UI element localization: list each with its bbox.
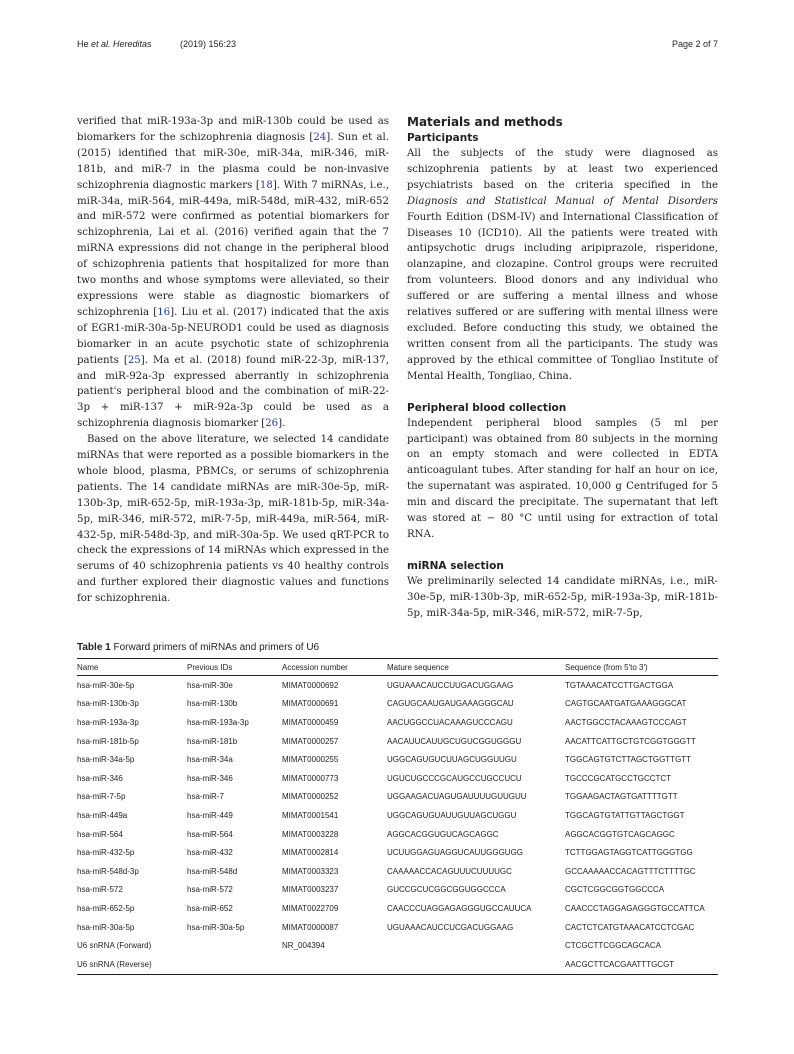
table-cell: MIMAT0000255 — [282, 755, 339, 765]
table-cell: AACUGGCCUACAAAGUCCCAGU — [387, 717, 513, 727]
table-cell: MIMAT0001541 — [282, 810, 339, 820]
table-cell — [187, 936, 282, 955]
table-cell: TCTTGGAGTAGGTCATTGGGTGG — [565, 848, 693, 858]
table-cell: TGGCAGTGTCTTAGCTGGTTGTT — [565, 755, 692, 765]
column-header: Name — [77, 662, 99, 672]
table-cell: hsa-miR-346 — [77, 773, 123, 783]
table-cell: hsa-miR-30e-5p — [77, 680, 135, 690]
table-cell: GUCCGCUCGGCGGUGGCCCA — [387, 885, 506, 895]
table-cell: AACGCTTCACGAATTTGCGT — [565, 959, 675, 969]
table-cell: AGGCACGGTGTCAGCAGGC — [565, 829, 675, 839]
table-cell — [187, 955, 282, 974]
section-title: Materials and methods — [407, 115, 563, 129]
table-cell: hsa-miR-34a — [187, 755, 233, 765]
table-cell: hsa-miR-652-5p — [77, 903, 135, 913]
table-cell: hsa-miR-432 — [187, 848, 233, 858]
subsection-title-participants: Participants — [407, 132, 479, 144]
table-cell: hsa-miR-432-5p — [77, 848, 135, 858]
table-cell: hsa-miR-449 — [187, 810, 233, 820]
table-cell: hsa-miR-7-5p — [77, 792, 126, 802]
table-row — [77, 825, 718, 844]
column-header: Mature sequence — [387, 662, 449, 672]
citation: (2019) 156:23 — [180, 39, 237, 49]
table-row — [77, 732, 718, 751]
table-cell: hsa-miR-548d — [187, 866, 238, 876]
table-cell: TGCCCGCATGCCTGCCTCT — [565, 773, 672, 783]
table-cell: CTCGCTTCGGCAGCACA — [565, 941, 661, 951]
table-row — [77, 918, 718, 937]
table-row — [77, 955, 718, 974]
table-cell: AGGCACGGUGUCAGCAGGC — [387, 829, 499, 839]
table-row — [77, 750, 718, 769]
table-cell: CACTCTCATGTAAACATCCTCGAC — [565, 922, 695, 932]
table-cell: hsa-miR-130b-3p — [77, 699, 139, 709]
table-cell: hsa-miR-34a-5p — [77, 755, 135, 765]
table-cell: UGUAAACAUCCUCGACUGGAAG — [387, 922, 514, 932]
table-row — [77, 843, 718, 862]
table-cell: UGGCAGUGUCUUAGCUGGUUGU — [387, 755, 517, 765]
column-header: Previous IDs — [187, 662, 233, 672]
table-row — [77, 881, 718, 900]
table-caption: Table 1 Forward primers of miRNAs and primers of U6 — [77, 642, 320, 653]
table-row — [77, 695, 718, 714]
table-cell: UGUCUGCCCGCAUGCCUGCCUCU — [387, 773, 522, 783]
table-row — [77, 899, 718, 918]
table-cell: TGGAAGACTAGTGATTTTGTT — [565, 792, 678, 802]
table-cell — [282, 955, 387, 974]
table-cell: MIMAT0000257 — [282, 736, 339, 746]
table-cell — [387, 955, 565, 974]
subsection-title-blood-collection: Peripheral blood collection — [407, 401, 567, 414]
paragraph: All the subjects of the study were diagnosed as schizophrenia patients by at least two experienced psychiatrists based on the criteria specified in the Diagnosis and Statistical Manual of Mental Disorders Fourth Edition (DSM-IV) and International Classification of Diseases 10 (ICD10). All the patients were treated with antipsychotic drugs including aripiprazole, risperidone, olanzapine, and clozapine. Control groups were recruited from volunteers. Blood donors and any individual who suffered or are suffering a mental illness and whose relatives suffered or are suffering with mental illness were excluded. Before conducting this study, we obtained the written consent from all the participants. The study was approved by the ethical committee of Tongliao Institute of Mental Health, Tongliao, China. — [407, 148, 718, 382]
table-cell: CAACCCUAGGAGAGGGUGCCAUUCA — [387, 903, 532, 913]
table-cell: hsa-miR-30a-5p — [187, 922, 245, 932]
paragraph: We preliminarily selected 14 candidate miRNAs, i.e., miR-30e-5p, miR-130b-3p, miR-652-5p, miR-193a-3p, miR-181b-5p, miR-34a-5p, miR-346, miR-572, miR-7-5p, — [407, 575, 718, 619]
table-cell: hsa-miR-564 — [77, 829, 123, 839]
table-cell: U6 snRNA (Forward) — [77, 941, 152, 951]
table-1 — [77, 641, 718, 975]
table-cell: hsa-miR-572 — [187, 885, 233, 895]
reference-link[interactable]: 25 — [127, 354, 141, 366]
table-cell: MIMAT0000087 — [282, 922, 339, 932]
table-cell: CAACCCTAGGAGAGGGTGCCATTCA — [565, 903, 705, 913]
table-cell: CAAAAACCACAGUUUCUUUUGC — [387, 866, 512, 876]
table-cell: hsa-miR-564 — [187, 829, 233, 839]
table-cell: MIMAT0000692 — [282, 680, 339, 690]
table-row — [77, 936, 718, 955]
table-cell: hsa-miR-181b-5p — [77, 736, 139, 746]
table-cell: CGCTCGGCGGTGGCCCA — [565, 885, 665, 895]
column-header: Sequence (from 5'to 3') — [565, 662, 648, 672]
table-cell: MIMAT0022709 — [282, 903, 339, 913]
table-cell: hsa-miR-30a-5p — [77, 922, 135, 932]
table-cell: hsa-miR-130b — [187, 699, 238, 709]
table-cell: AACTGGCCTACAAAGTCCCAGT — [565, 717, 687, 727]
table-cell: hsa-miR-449a — [77, 810, 128, 820]
table-cell: MIMAT0000459 — [282, 717, 339, 727]
table-cell: U6 snRNA (Reverse) — [77, 959, 152, 969]
column-header: Accession number — [282, 662, 348, 672]
table-cell: UGGCAGUGUAUUGUUAGCUGGU — [387, 810, 517, 820]
journal-name: He et al. Hereditas — [77, 39, 152, 49]
table-cell: hsa-miR-30e — [187, 680, 233, 690]
table-cell: UCUUGGAGUAGGUCAUUGGGUGG — [387, 848, 524, 858]
reference-link[interactable]: 24 — [313, 131, 327, 143]
paragraph: Based on the above literature, we selected 14 candidate miRNAs that were reported as a possible biomarkers in the whole blood, plasma, PBMCs, or serums of schizophrenia patients. The 14 candidate miRNAs are miR-30e-5p, miR-130b-3p, miR-652-5p, miR-193a-3p, miR-181b-5p, miR-34a-5p, miR-346, miR-572, miR-7-5p, miR-449a, miR-564, miR-432-5p, miR-548d-3p, and miR-30a-5p. We used qRT-PCR to check the expressions of 14 miRNAs which expressed in the serums of 40 schizophrenia patients vs 40 healthy controls and further explored their diagnostic values and functions for schizophrenia. — [77, 434, 389, 605]
table-row — [77, 788, 718, 807]
reference-link[interactable]: 26 — [265, 418, 279, 430]
table-cell: MIMAT0003228 — [282, 829, 339, 839]
table-row — [77, 713, 718, 732]
table-cell: TGTAAACATCCTTGACTGGA — [565, 680, 674, 690]
table-cell: MIMAT0003323 — [282, 866, 339, 876]
table-cell: MIMAT0000773 — [282, 773, 339, 783]
table-row — [77, 676, 718, 695]
running-header — [77, 39, 718, 53]
paragraph: Independent peripheral blood samples (5 ml per participant) was obtained from 80 subjects in the morning on an empty stomach and were collected in EDTA anticoagulant tubes. After standing for half an hour on ice, the supernatant was aspirated. 10,000 g Centrifuged for 5 min and discard the precipitate. The supernatant that left was stored at − 80 °C until using for extraction of total RNA. — [407, 417, 718, 540]
table-cell: NR_004394 — [282, 941, 325, 951]
table-cell: MIMAT0002814 — [282, 848, 339, 858]
table-cell: hsa-miR-346 — [187, 773, 233, 783]
table-header-row — [77, 659, 718, 676]
table-cell: hsa-miR-181b — [187, 736, 238, 746]
paragraph: verified that miR-193a-3p and miR-130b could be used as biomarkers for the schizophrenia diagnosis [24]. Sun et al. (2015) identified that miR-30e, miR-34a, miR-346, miR-181b, and miR-7 in the plasma could be non-invasive schizophrenia diagnostic markers [18]. With 7 miRNAs, i.e., miR-34a, miR-564, miR-449a, miR-548d, miR-432, miR-652 and miR-572 were confirmed as potential biomarkers for schizophrenia, Lai et al. (2016) verified again that the 7 miRNA expressions did not change in the peripheral blood of schizophrenia patients that hospitalized for more than two months and whose symptoms were alleviated, so their expressions were stable as diagnostic biomarkers of schizophrenia [16]. Liu et al. (2017) indicated that the axis of EGR1-miR-30a-5p-NEUROD1 could be used as diagnosis biomarker in an acute psychotic state of schizophrenia patients [25]. Ma et al. (2018) found miR-22-3p, miR-137, and miR-92a-3p expressed aberrantly in schizophrenia patient's peripheral blood and the combination of miR-22-3p + miR-137 + miR-92a-3p could be used as a schizophrenia diagnosis biomarker [26]. — [77, 116, 390, 430]
table-row — [77, 769, 718, 788]
table-cell: MIMAT0003237 — [282, 885, 339, 895]
table-row — [77, 806, 718, 825]
table-cell: GCCAAAAACCACAGTTTCTTTTGC — [565, 866, 696, 876]
table-cell — [387, 936, 565, 955]
table-cell: hsa-miR-572 — [77, 885, 123, 895]
table-cell: MIMAT0000252 — [282, 792, 339, 802]
reference-link[interactable]: 16 — [157, 306, 171, 318]
table-cell: AACATTCATTGCTGTCGGTGGGTT — [565, 736, 696, 746]
left-column — [77, 114, 389, 607]
reference-link[interactable]: 18 — [259, 179, 273, 191]
table-cell: CAGTGCAATGATGAAAGGGCAT — [565, 699, 687, 709]
table-cell: UGGAAGACUAGUGAUUUUGUUGUU — [387, 792, 527, 802]
table-cell: UGUAAACAUCCUUGACUGGAAG — [387, 680, 514, 690]
table-cell: hsa-miR-193a-3p — [77, 717, 139, 727]
table-cell: TGGCAGTGTATTGTTAGCTGGT — [565, 810, 685, 820]
right-column — [407, 114, 718, 622]
table-cell: hsa-miR-7 — [187, 792, 224, 802]
table-cell: MIMAT0000691 — [282, 699, 339, 709]
table-cell: hsa-miR-548d-3p — [77, 866, 139, 876]
primers-table — [77, 658, 718, 975]
table-cell: hsa-miR-652 — [187, 903, 233, 913]
table-row — [77, 862, 718, 881]
page-number: Page 2 of 7 — [671, 39, 718, 49]
table-cell: CAGUGCAAUGAUGAAAGGGCAU — [387, 699, 514, 709]
table-cell: AACAUUCAUUGCUGUCGGUGGGU — [387, 736, 522, 746]
subsection-title-mirna-selection: miRNA selection — [407, 559, 504, 572]
table-cell: hsa-miR-193a-3p — [187, 717, 249, 727]
